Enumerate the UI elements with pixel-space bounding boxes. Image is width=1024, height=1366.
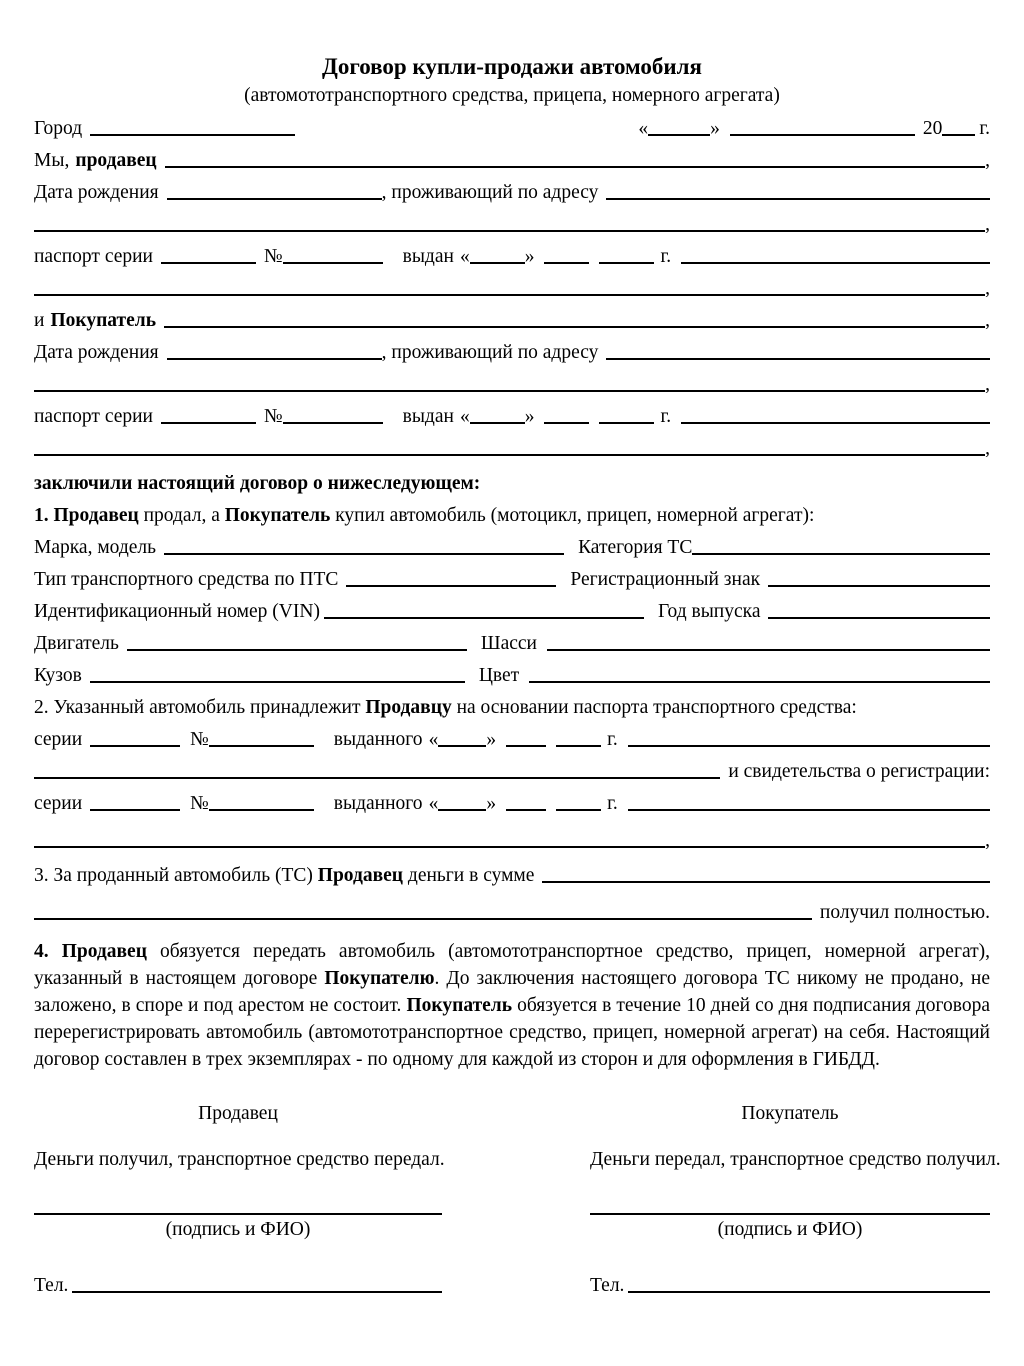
make-label: Марка, модель — [34, 537, 157, 558]
tel-label: Тел. — [590, 1275, 625, 1296]
birth-label: Дата рождения — [34, 182, 159, 203]
seller-address-blank-2 — [34, 228, 985, 232]
buyer-role-label: Покупатель — [50, 310, 157, 331]
quote-close: » — [524, 406, 535, 427]
clause-3-text: 3. За проданный автомобиль (ТС) Продавец деньги в сумме — [34, 865, 535, 886]
comma: , — [985, 374, 990, 395]
quote-open: « — [428, 793, 439, 814]
seller-passport-row — [34, 246, 990, 267]
category-blank — [692, 551, 990, 555]
vin-blank — [324, 615, 644, 619]
quote-close: » — [524, 246, 535, 267]
issue-day-blank — [470, 260, 525, 264]
category-label: Категория ТС — [578, 537, 693, 558]
buyer-birth-blank — [167, 356, 382, 360]
buyer-phone-blank — [628, 1289, 990, 1293]
passport-number-blank — [283, 420, 383, 424]
issue-day-blank — [438, 743, 486, 747]
body-blank — [90, 679, 465, 683]
issued-label: выдан — [402, 246, 454, 267]
issued-label: выданного — [333, 729, 423, 750]
body-label: Кузов — [34, 665, 82, 686]
comma: , — [985, 830, 990, 851]
color-blank — [529, 679, 990, 683]
quote-close: » — [486, 793, 497, 814]
clause-2: 2. Указанный автомобиль принадлежит Продавцу на основании паспорта транспортного средства: — [34, 697, 857, 718]
type-label: Тип транспортного средства по ПТС — [34, 569, 339, 590]
reg-cert-row — [34, 761, 990, 782]
issue-month-blank — [506, 807, 546, 811]
reg-blank — [768, 583, 990, 587]
city-date-row — [34, 118, 990, 139]
received-row — [34, 902, 990, 923]
issue-year-blank — [599, 420, 654, 424]
issue-day-blank — [470, 420, 525, 424]
quote-open: « — [459, 406, 470, 427]
passport-issuer-blank — [681, 420, 990, 424]
city-label: Город — [34, 118, 83, 139]
buyer-statement: Деньги передал, транспортное средство получил. — [590, 1149, 1001, 1170]
date-century: 20 — [922, 118, 943, 139]
vin-row — [34, 601, 990, 622]
seller-phone-blank — [72, 1289, 442, 1293]
buyer-name-blank — [164, 324, 985, 328]
comma: , — [985, 438, 990, 459]
quote-open: « — [459, 246, 470, 267]
date-month-blank — [730, 132, 915, 136]
residing-label: , проживающий по адресу — [381, 182, 599, 203]
buyer-column-header: Покупатель — [741, 1103, 839, 1124]
buyer-birth-row — [34, 342, 990, 363]
engine-label: Двигатель — [34, 633, 119, 654]
seller-phone-row — [34, 1275, 442, 1296]
clause-3-row — [34, 865, 990, 886]
passport-issuer-blank-2 — [34, 452, 985, 456]
seller-role-label: продавец — [75, 150, 157, 171]
year-blank — [768, 615, 990, 619]
seller-name-row — [34, 150, 990, 171]
engine-blank — [127, 647, 467, 651]
buyer-column — [590, 1103, 1001, 1296]
sum-blank — [542, 879, 990, 883]
issue-month-blank — [544, 420, 589, 424]
date-year-blank — [942, 132, 975, 136]
series-blank — [90, 743, 180, 747]
passport-series-label: паспорт серии — [34, 406, 153, 427]
issue-month-blank — [506, 743, 546, 747]
passport-number-blank — [283, 260, 383, 264]
year-label: Год выпуска — [657, 601, 761, 622]
type-blank — [346, 583, 556, 587]
signatures-section — [34, 1103, 1001, 1296]
buyer-address-blank — [606, 356, 990, 360]
pts-issuer-blank-2 — [34, 775, 720, 779]
buyer-signature-caption: (подпись и ФИО) — [717, 1219, 863, 1240]
pts-series-row — [34, 729, 990, 750]
document-title: Договор купли-продажи автомобиля — [322, 54, 702, 79]
seller-birth-blank — [167, 196, 382, 200]
document-subtitle: (автомототранспортного средства, прицепа, номерного агрегата) — [244, 85, 780, 106]
clause-4: 4. Продавец обязуется передать автомобиль (автомототранспортное средство, прицеп, номерной агрегат), указанный в настоящем договоре Покупателю. До заключения настоящего договора ТС никому не продано, не заложено, в споре и под арестом не состоит. Покупатель обязуется в течение 10 дней со дня подписания договора перерегистрировать автомобиль (автомототранспортное средство, прицеп, номерной агрегат) на себя. Настоящий договор составлен в трех экземплярах - по одному для каждой из сторон и для оформления в ГИБДД. — [34, 941, 990, 1070]
buyer-name-row — [34, 310, 990, 331]
number-blank — [209, 743, 314, 747]
comma: , — [985, 214, 990, 235]
seller-column — [34, 1103, 445, 1296]
make-blank — [164, 551, 564, 555]
date-quote-open: « — [638, 118, 649, 139]
concluded-heading: заключили настоящий договор о нижеследующем: — [34, 473, 481, 494]
issued-label: выданного — [333, 793, 423, 814]
seller-address-blank — [606, 196, 990, 200]
date-year-suffix: г. — [979, 118, 990, 139]
quote-open: « — [428, 729, 439, 750]
issued-label: выдан — [402, 406, 454, 427]
passport-issuer-blank — [681, 260, 990, 264]
seller-birth-row — [34, 182, 990, 203]
make-row — [34, 537, 990, 558]
and-label: и — [34, 310, 45, 331]
issue-year-blank — [556, 743, 601, 747]
chassis-label: Шасси — [480, 633, 537, 654]
issue-day-blank — [438, 807, 486, 811]
passport-series-blank — [161, 260, 256, 264]
cert-issuer-blank — [628, 807, 990, 811]
number-sign: № — [264, 406, 283, 427]
city-blank — [90, 132, 295, 136]
seller-signature-blank — [34, 1211, 442, 1215]
issue-month-blank — [544, 260, 589, 264]
comma: , — [985, 150, 990, 171]
birth-label: Дата рождения — [34, 342, 159, 363]
year-abbrev: г. — [607, 729, 618, 750]
series-blank — [90, 807, 180, 811]
seller-passport-cont-row — [34, 278, 990, 299]
series-label: серии — [34, 729, 83, 750]
tel-label: Тел. — [34, 1275, 69, 1296]
clause-1: 1. Продавец продал, а Покупатель купил автомобиль (мотоцикл, прицеп, номерной агрегат): — [34, 505, 815, 526]
sum-blank-2 — [34, 916, 812, 920]
cert-series-row — [34, 793, 990, 814]
color-label: Цвет — [478, 665, 520, 686]
seller-signature-caption: (подпись и ФИО) — [165, 1219, 311, 1240]
issue-year-blank — [599, 260, 654, 264]
residing-label: , проживающий по адресу — [381, 342, 599, 363]
buyer-phone-row — [590, 1275, 990, 1296]
year-abbrev: г. — [660, 406, 672, 427]
number-sign: № — [190, 729, 209, 750]
cert-cont-row — [34, 830, 990, 851]
number-blank — [209, 807, 314, 811]
reg-label: Регистрационный знак — [570, 569, 761, 590]
seller-column-header: Продавец — [198, 1103, 278, 1124]
number-sign: № — [264, 246, 283, 267]
year-abbrev: г. — [607, 793, 618, 814]
comma: , — [985, 278, 990, 299]
passport-series-label: паспорт серии — [34, 246, 153, 267]
received-label: получил полностью. — [819, 902, 990, 923]
we-label: Мы, — [34, 150, 70, 171]
body-row — [34, 665, 990, 686]
date-day-blank — [648, 132, 710, 136]
series-label: серии — [34, 793, 83, 814]
buyer-address-cont-row — [34, 374, 990, 395]
chassis-blank — [547, 647, 990, 651]
quote-close: » — [486, 729, 497, 750]
seller-statement: Деньги получил, транспортное средство передал. — [34, 1149, 445, 1170]
cert-issuer-blank-2 — [34, 844, 985, 848]
type-row — [34, 569, 990, 590]
buyer-passport-cont-row — [34, 438, 990, 459]
seller-address-cont-row — [34, 214, 990, 235]
passport-issuer-blank-2 — [34, 292, 985, 296]
date-quote-close: » — [710, 118, 720, 139]
passport-series-blank — [161, 420, 256, 424]
pts-issuer-blank — [628, 743, 990, 747]
comma: , — [985, 310, 990, 331]
buyer-passport-row — [34, 406, 990, 427]
vin-label: Идентификационный номер (VIN) — [34, 601, 320, 622]
issue-year-blank — [556, 807, 601, 811]
engine-row — [34, 633, 990, 654]
buyer-signature-blank — [590, 1211, 990, 1215]
number-sign: № — [190, 793, 209, 814]
seller-name-blank — [165, 164, 985, 168]
buyer-address-blank-2 — [34, 388, 985, 392]
reg-cert-label: и свидетельства о регистрации: — [728, 761, 990, 782]
year-abbrev: г. — [660, 246, 672, 267]
